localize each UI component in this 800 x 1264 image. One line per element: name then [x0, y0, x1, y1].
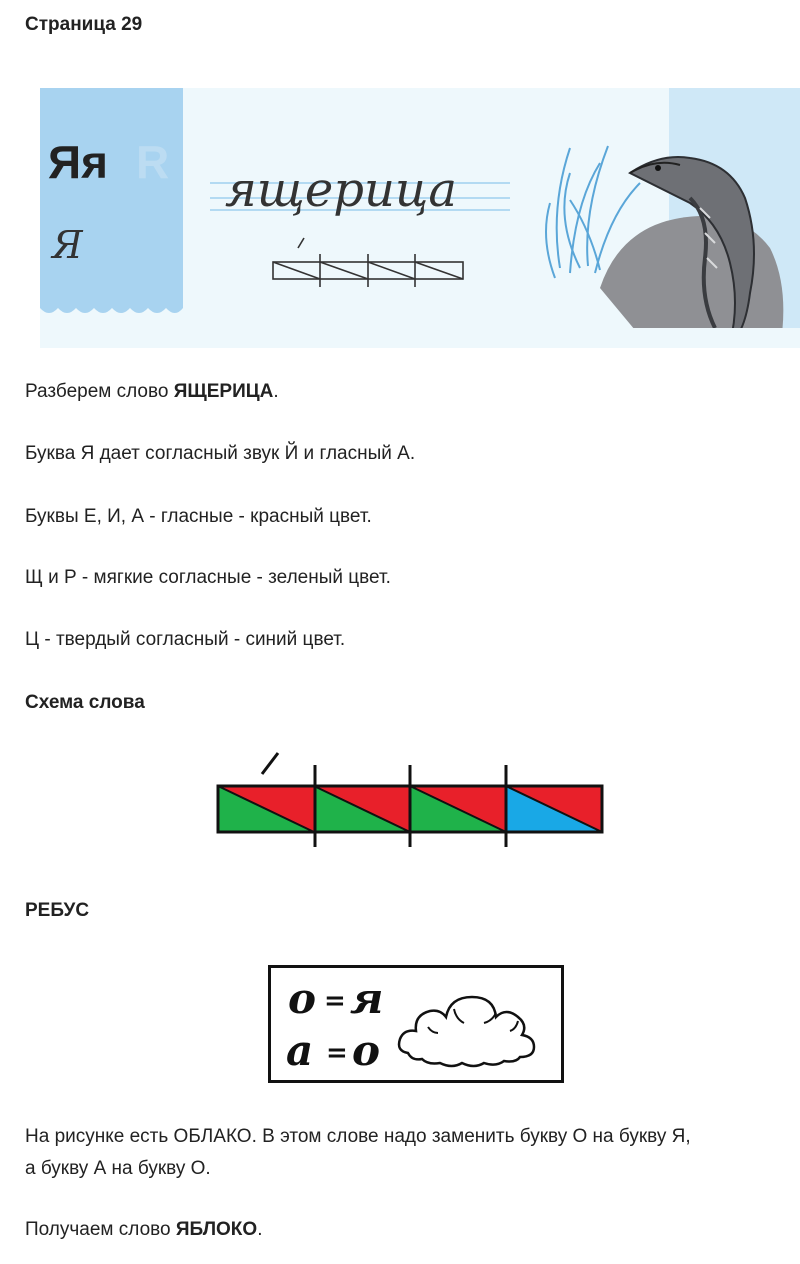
banner-script-letter: Я	[52, 223, 83, 267]
intro-word: ЯЩЕРИЦА	[173, 381, 274, 402]
rule-line-1: Буква Я дает согласный звук Й и гласный А.	[25, 443, 416, 464]
intro-prefix: Разберем слово	[25, 381, 174, 402]
result-word: ЯБЛОКО	[175, 1219, 258, 1240]
result-suffix: .	[257, 1219, 263, 1240]
explanation-line-1: На рисунке есть ОБЛАКО. В этом слове надо заменить букву О на букву Я,	[25, 1126, 691, 1147]
banner-bg-letter: R	[136, 136, 170, 188]
rule-line-3: Щ и Р - мягкие согласные - зеленый цвет.	[25, 567, 391, 588]
word-schema	[212, 745, 612, 857]
rebus-row1-left: о	[288, 974, 317, 1023]
result-line	[25, 1215, 262, 1245]
rebus-row2-eq: =	[326, 1038, 348, 1068]
rebus-row1-right: я	[350, 974, 384, 1023]
banner-letters: Яя	[48, 136, 108, 188]
schema-heading: Схема слова	[25, 692, 145, 713]
rebus-picture	[268, 965, 564, 1083]
rebus-row2-right: о	[352, 1026, 381, 1075]
rebus-heading: РЕБУС	[25, 900, 90, 921]
rebus-row1-eq: =	[324, 986, 346, 1016]
stress-mark	[262, 753, 278, 774]
page-title: Страница 29	[25, 14, 143, 35]
intro-line	[25, 377, 279, 407]
result-prefix: Получаем слово	[25, 1219, 176, 1240]
rule-line-4: Ц - твердый согласный - синий цвет.	[25, 629, 346, 650]
intro-suffix: .	[273, 381, 279, 402]
explanation-line-2: а букву А на букву О.	[25, 1158, 211, 1179]
rule-line-2: Буквы Е, И, А - гласные - красный цвет.	[25, 506, 372, 527]
rebus-row2-left: а	[286, 1026, 314, 1075]
banner-script-word: ящерица	[225, 162, 457, 218]
textbook-banner	[40, 88, 800, 348]
